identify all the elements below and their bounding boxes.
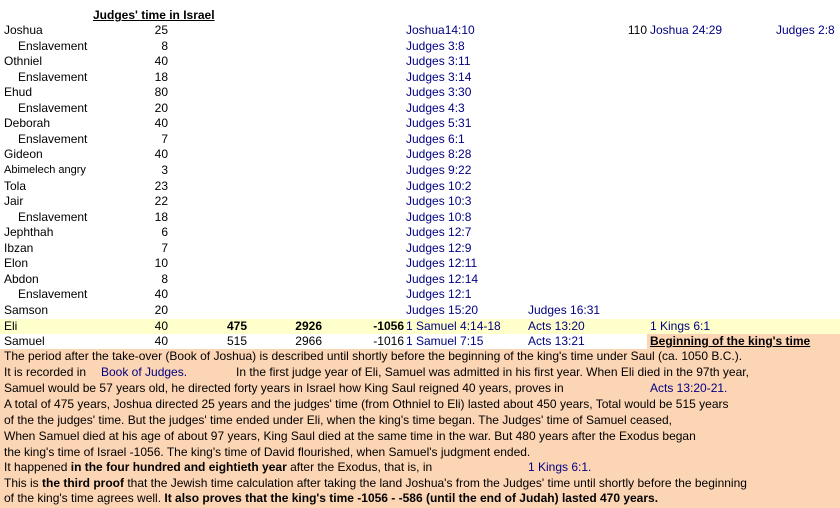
bible-ref: Judges 10:2	[406, 178, 472, 193]
row-name: Joshua	[4, 23, 43, 37]
row-name: Elon	[4, 256, 29, 271]
bible-ref: 1 Samuel 4:14-18	[406, 318, 501, 333]
bible-ref: Judges 4:3	[406, 100, 465, 115]
row-years: 40	[154, 54, 168, 69]
table-title: Judges' time in Israel	[93, 8, 215, 22]
table-row	[0, 70, 840, 86]
text-line-7: the king's time of Israel -1056. The king's time of David flourished, when Samuel's judgment ended.	[4, 444, 531, 459]
row-years: 80	[154, 85, 168, 100]
year-bc: -1016	[373, 334, 404, 348]
row-years: 3	[161, 162, 168, 177]
bible-ref: Judges 12:7	[406, 225, 472, 240]
explanation-text	[0, 349, 840, 508]
row-name: Deborah	[4, 116, 51, 131]
text-line-8-a: It happened	[4, 460, 71, 474]
year-am: 2926	[295, 318, 322, 333]
row-name: Samson	[4, 302, 49, 317]
bible-ref-link: Acts 13:20-21.	[650, 381, 728, 395]
row-years: 40	[154, 318, 168, 333]
bible-ref: Judges 15:20	[406, 302, 479, 317]
row-years: 25	[154, 23, 168, 37]
kings-time-heading: Beginning of the king's time	[650, 334, 811, 348]
bible-ref: Judges 3:8	[406, 38, 465, 53]
bible-ref: Judges 12:9	[406, 240, 472, 255]
bible-ref: Judges 6:1	[406, 131, 465, 146]
row-years: 8	[161, 38, 168, 53]
bible-ref-2: Acts 13:21	[528, 334, 585, 348]
row-years: 23	[154, 178, 168, 193]
row-name: Enslavement	[18, 209, 88, 224]
bible-ref: Judges 5:31	[406, 116, 472, 131]
row-years: 7	[161, 131, 168, 146]
row-name: Enslavement	[18, 287, 88, 302]
row-name: Enslavement	[18, 38, 88, 53]
bible-ref-3: 1 Kings 6:1	[650, 318, 711, 333]
bible-ref: Judges 9:22	[406, 162, 472, 177]
bible-ref-3: Joshua 24:29	[650, 23, 723, 37]
table-row	[0, 179, 840, 195]
table-row	[0, 132, 840, 148]
row-name: Ehud	[4, 85, 33, 100]
text-line-9-b: the third proof	[42, 475, 124, 490]
bible-ref-4: Judges 2:8	[776, 23, 835, 37]
row-name: Enslavement	[18, 100, 88, 115]
year-bc: -1056	[373, 318, 404, 333]
row-years: 40	[154, 116, 168, 131]
table-row	[0, 303, 840, 319]
cumulative-years: 475	[226, 318, 247, 333]
row-years: 20	[154, 100, 168, 115]
bible-ref: Judges 10:8	[406, 209, 472, 224]
text-line-10-a: of the king's time agrees well.	[4, 491, 165, 505]
table-row	[0, 147, 840, 163]
row-years: 7	[161, 240, 168, 255]
table-row	[0, 101, 840, 117]
row-name: Ibzan	[4, 240, 34, 255]
bible-ref: Judges 12:11	[406, 256, 478, 271]
table-row-eli	[0, 319, 840, 335]
bible-ref: Judges 8:28	[406, 147, 472, 162]
row-name: Jephthah	[4, 225, 54, 240]
bible-ref-2: Acts 13:20	[528, 318, 585, 333]
row-name: Samuel	[4, 334, 45, 348]
bible-ref: Judges 10:3	[406, 194, 472, 209]
bible-ref-2: Judges 16:31	[528, 302, 601, 317]
text-line-5: of the the judges' time. But the judges' time ended under Eli, when the king's time began. The Judges' time of Samuel ceased,	[4, 413, 673, 427]
row-years: 22	[154, 194, 168, 209]
text-line-10	[4, 491, 658, 507]
bible-ref-link: Book of Judges.	[101, 365, 188, 379]
table-row	[0, 116, 840, 132]
row-years: 6	[161, 225, 168, 240]
text-line-9-a: This is	[4, 475, 43, 490]
text-line-3-a: Samuel would be 57 years old, he directed forty years in Israel how King Saul reigned 40 years, proves in	[4, 381, 564, 395]
row-name: Gideon	[4, 147, 43, 162]
bible-ref: Judges 12:14	[406, 271, 479, 286]
row-name: Enslavement	[18, 131, 88, 146]
row-years: 18	[154, 209, 168, 224]
row-years: 20	[154, 302, 168, 317]
row-name: Abdon	[4, 271, 39, 286]
table-row	[0, 256, 840, 272]
table-row	[0, 241, 840, 257]
text-line-9	[4, 476, 747, 492]
row-name: Tola	[4, 178, 27, 193]
text-line-4: A total of 475 years, Joshua directed 25 years and the judges' time (from Othniel to Eli) lasted about 450 years, Total would be 515 years	[4, 397, 729, 411]
joshua-lifespan: 110	[627, 23, 647, 37]
table-row	[0, 39, 840, 55]
row-name: Enslavement	[18, 69, 88, 84]
bible-ref-link: 1 Kings 6:1.	[528, 460, 592, 474]
text-line-2	[4, 365, 840, 381]
text-line-8-b: in the four hundred and eightieth year	[70, 460, 287, 474]
table-row	[0, 54, 840, 70]
row-years: 18	[154, 69, 168, 84]
bible-ref: 1 Samuel 7:15	[406, 334, 484, 348]
text-line-8	[4, 460, 840, 476]
row-name: Othniel	[4, 54, 43, 69]
row-years: 40	[154, 147, 168, 162]
text-line-9-c: that the Jewish time calculation after taking the land Joshua's from the Judges' time until shortly before the beginning	[124, 475, 747, 490]
year-am: 2966	[295, 334, 322, 348]
table-row	[0, 287, 840, 303]
row-name: Eli	[4, 318, 18, 333]
table-row	[0, 272, 840, 288]
row-name: Abimelech angry	[4, 163, 86, 176]
row-years: 10	[154, 256, 168, 271]
table-row	[0, 163, 840, 179]
table-row	[0, 210, 840, 226]
table-row	[0, 194, 840, 210]
bible-ref: Judges 12:1	[406, 287, 472, 302]
bible-ref: Joshua14:10	[406, 23, 475, 37]
row-years: 8	[161, 271, 168, 286]
cumulative-years: 515	[226, 334, 247, 348]
bible-ref: Judges 3:14	[406, 69, 472, 84]
bible-ref: Judges 3:30	[406, 85, 472, 100]
text-line-2-c: In the first judge year of Eli, Samuel was admitted in his first year. When Eli died in the 97th year,	[236, 365, 749, 379]
bible-ref: Judges 3:11	[406, 54, 471, 69]
table-row	[0, 225, 840, 241]
text-line-2-a: It is recorded in	[4, 365, 87, 379]
text-line-6: When Samuel died at his age of about 97 years, King Saul died at the same time in the war. But 480 years after the Exodus began	[4, 429, 696, 443]
row-years: 40	[154, 287, 168, 302]
row-name: Jair	[4, 194, 24, 209]
text-line-10-b: It also proves that the king's time -1056 - -586 (until the end of Judah) lasted 470 years.	[164, 491, 659, 505]
row-years: 40	[154, 334, 168, 348]
text-line-1: The period after the take-over (Book of Joshua) is described until shortly before the beginning of the king's time under Saul (ca. 1050 B.C.).	[4, 349, 743, 363]
text-line-8-c: after the Exodus, that is, in	[286, 460, 433, 474]
table-row	[0, 85, 840, 101]
table-row	[0, 23, 840, 39]
text-line-3	[4, 381, 840, 397]
